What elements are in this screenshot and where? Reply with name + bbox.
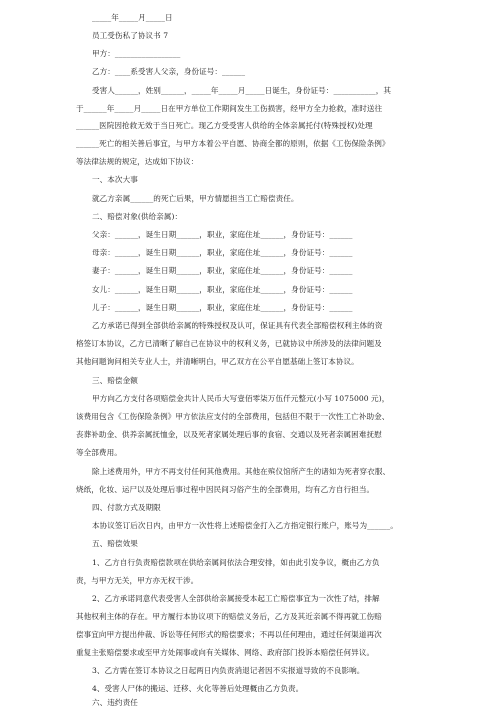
relative-row: 父亲：______，诞生日期______，职业，家庭住址______，身份证号：______ <box>92 230 353 239</box>
paragraph-line: 等法律法规的规定，达成如下协议： <box>76 157 199 166</box>
paragraph-line: 等全部费用。 <box>76 448 122 457</box>
paragraph-line: 其他问题询问相关专业人士，并清晰明白，甲乙双方在公平自愿基础上签订本协议。 <box>76 357 359 366</box>
paragraph-line: 2、乙方承诺同意代表受害人全部供给亲属接受本起工亡赔偿事宜为一次性了结，排解 <box>92 594 380 603</box>
paragraph-line: 乙方承诺已得到全部供给亲属的特殊授权及认可，保证具有代表全部赔偿权利主体的资 <box>92 321 383 330</box>
paragraph-line: ______医院因抢救无效于当日死亡。现乙方受受害人供给的全体亲属托付(特殊授权)处理 <box>76 121 373 130</box>
party-a-line: 甲方：_________________ <box>92 49 181 58</box>
paragraph-line: 丧葬补助金、供养亲属抚恤金，以及死者家属处理后事的食宿、交通以及死者亲属困难抚慰 <box>76 430 382 439</box>
paragraph-line: 本协议签订后次日内，由甲方一次性将上述赔偿金打入乙方指定银行账户，账号为______。 <box>92 521 398 530</box>
paragraph-line: 除上述费用外，甲方不再支付任何其他费用。其他在殡仪馆所产生的诸如为死者穿衣服、 <box>92 467 391 476</box>
relative-row: 母亲：______，诞生日期______，职业，家庭住址______，身份证号：______ <box>92 248 353 257</box>
relative-row: 儿子：______，诞生日期______，职业，家庭住址______，身份证号：______ <box>92 303 353 312</box>
paragraph-line: 4、受害人尸体的搬运、迁移、火化等善后处理概由乙方负责。 <box>92 684 304 693</box>
relative-row: 女儿：______，诞生日期______，职业，家庭住址______，身份证号：______ <box>92 285 353 294</box>
section-heading: 四、付款方式及期限 <box>92 503 161 512</box>
section-heading: 六、违约责任 <box>92 698 138 707</box>
paragraph-line: 格签订本协议，乙方已清晰了解自己在协议中的权利义务，已就协议中所涉及的法律问题及 <box>76 339 382 348</box>
section-heading: 二、赔偿对象(供给亲属)： <box>92 212 183 221</box>
relative-row: 妻子：______，诞生日期______，职业，家庭住址______，身份证号：______ <box>92 266 353 275</box>
document-title: 员工受伤私了协议书 7 <box>92 31 169 40</box>
paragraph-line: ______死亡的相关善后事宜，与甲方本着公平自愿、协商全都的原则，依据《工伤保险条例》 <box>76 139 390 148</box>
section-heading: 一、本次大事 <box>92 175 138 184</box>
paragraph-line: 责，与甲方无关，甲方亦无权干涉。 <box>76 576 199 585</box>
section-heading: 三、赔偿金额 <box>92 376 138 385</box>
paragraph-line: 重复主张赔偿要求或至甲方处闹事或向有关媒体、网络、政府部门投诉本赔偿任何异议。 <box>76 648 375 657</box>
paragraph-line: 1、乙方自行负责赔偿款项在供给亲属间依法合理安排，如由此引发争议，概由乙方负 <box>92 558 380 567</box>
section-heading: 五、赔偿效果 <box>92 539 138 548</box>
paragraph-line: 就乙方亲属______的死亡后果，甲方情愿担当工亡赔偿责任。 <box>92 194 299 203</box>
paragraph-line: 受害人______，姓别______，_____年_____月_____日诞生，身份证号：___________，其 <box>92 86 392 95</box>
date-line: _____年_____月_____日 <box>92 13 173 22</box>
paragraph-line: 其他权利主体的存在。甲方履行本协议项下的赔偿义务后，乙方及其近亲属不得再就工伤赔 <box>76 612 382 621</box>
paragraph-line: 于______年_____月_____日在甲方单位工作期间发生工伤损害，经甲方全力抢救，准时送往 <box>76 104 383 113</box>
paragraph-line: 偿事宜向甲方提出仲裁、诉讼等任何形式的赔偿要求；不再以任何理由，通过任何渠道再次 <box>76 630 382 639</box>
paragraph-line: 该费用包含《工伤保险条例》甲方依法应支付的全部费用，包括但不限于一次性工亡补助金、 <box>76 412 390 421</box>
paragraph-line: 烧纸，化妆、运尸以及处理后事过程中因民间习俗产生的全部费用，均有乙方自行担当。 <box>76 485 375 494</box>
paragraph-line: 3、乙方需在签订本协议之日起两日内负责消退记者因不实报道导致的不良影响。 <box>92 666 365 675</box>
paragraph-line: 甲方向乙方支付各项赔偿金共计人民币大写壹佰零柒万伍仟元整元(小写 1075000 元)， <box>92 394 390 403</box>
party-b-line: 乙方：____系受害人父亲，身份证号：______ <box>92 67 246 76</box>
